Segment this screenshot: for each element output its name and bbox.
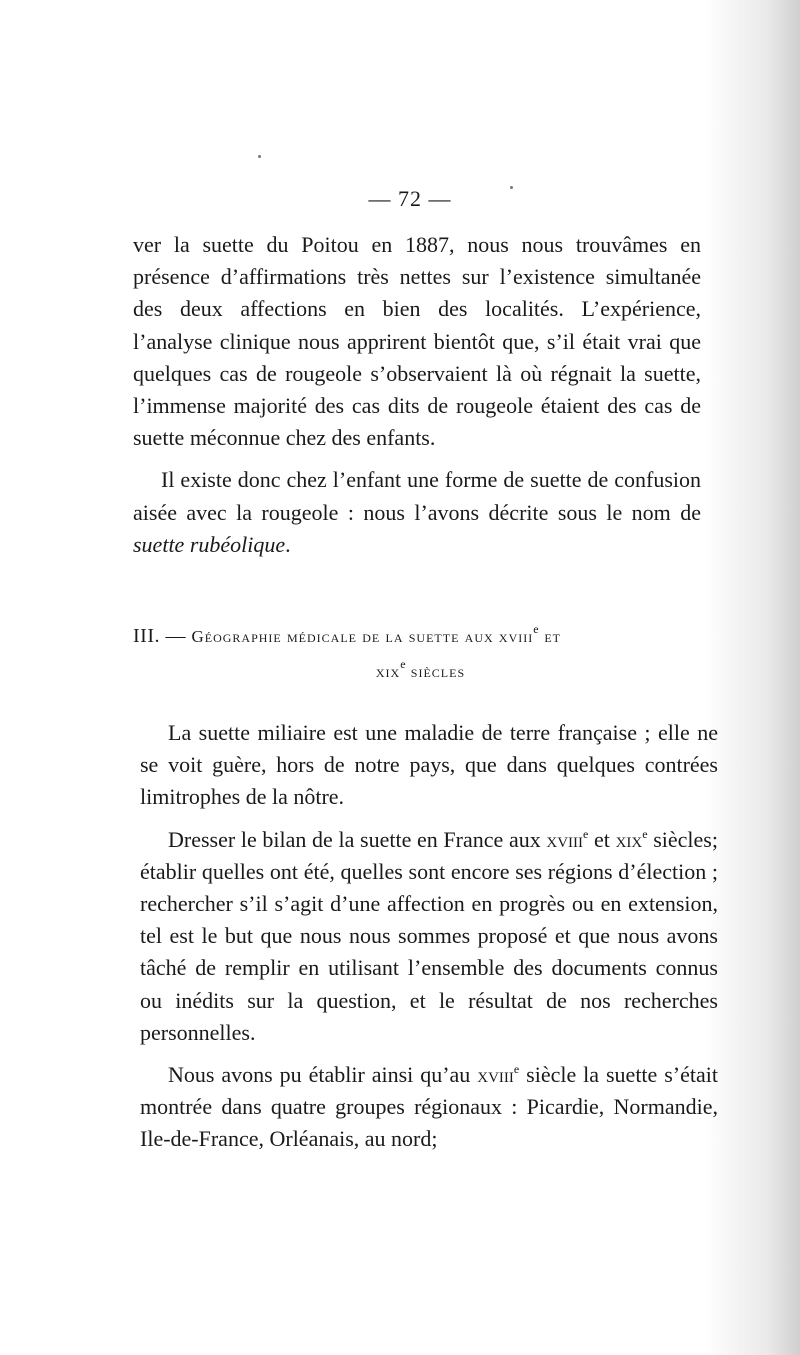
text-block-top <box>133 229 701 561</box>
superscript: e <box>533 622 540 636</box>
paragraph-text: . <box>285 531 291 557</box>
heading-line <box>133 619 708 654</box>
paragraph <box>140 824 718 1049</box>
heading-text: xix <box>375 662 401 681</box>
century-numeral: xix <box>615 826 643 852</box>
superscript: e <box>642 826 648 841</box>
heading-text: et <box>539 627 561 646</box>
section-heading <box>133 619 708 689</box>
paragraph-text: Dresser le bilan de la suette en France aux <box>168 826 547 852</box>
text-block-bottom <box>140 717 718 1156</box>
century-numeral: xviii <box>546 826 584 852</box>
paragraph-text: siècle la suette s’était montrée dans quatre groupes régionaux : Picardie, Normandie, Ile-de-France, Orléanais, au nord; <box>140 1062 718 1152</box>
heading-text: siècles <box>405 662 466 681</box>
paragraph-text: Nous avons pu établir ainsi qu’au <box>168 1062 478 1088</box>
paragraph: La suette miliaire est une maladie de terre française ; elle ne se voit guère, hors de notre pays, que dans quelques contrées limitrophes de la nôtre. <box>140 720 718 810</box>
paragraph <box>140 1059 718 1156</box>
paper-speck <box>258 155 261 158</box>
page-number: — 72 — <box>368 186 452 211</box>
heading-text: Géographie médicale de la suette aux xviii <box>191 627 534 646</box>
superscript: e <box>513 1062 520 1077</box>
heading-line <box>133 654 708 689</box>
paragraph-text: siècles; établir quelles ont été, quelles sont encore ses régions d’élection ; rechercher s’il s’agit d’une affection en progrès ou en extension, tel est le but que nous nous sommes proposé et que nous avons tâché de remplir en utilisant l’ensemble des documents connus ou inédits sur la question, et le résultat de nos recherches personnelles. <box>140 826 718 1045</box>
italic-term: suette rubéolique <box>133 531 286 557</box>
century-numeral: xviii <box>477 1062 514 1088</box>
paragraph-text: et <box>588 826 616 852</box>
paragraph <box>133 464 701 561</box>
paragraph-text: Il existe donc chez l’enfant une forme de suette de confusion aisée avec la rougeole : nous l’avons décrite sous le nom de <box>133 467 701 525</box>
paragraph: ver la suette du Poitou en 1887, nous nous trouvâmes en présence d’affirmations très nettes sur l’existence simultanée des deux affections en bien des localités. L’expérience, l’analyse clinique nous apprirent bientôt que, s’il était vrai que quelques cas de rougeole s’observaient là où régnait la suette, l’immense majorité des cas dits de rougeole étaient des cas de suette méconnue chez des enfants. <box>133 232 701 451</box>
section-numeral: III. — <box>133 625 192 647</box>
superscript: e <box>400 657 406 671</box>
superscript: e <box>583 826 589 841</box>
